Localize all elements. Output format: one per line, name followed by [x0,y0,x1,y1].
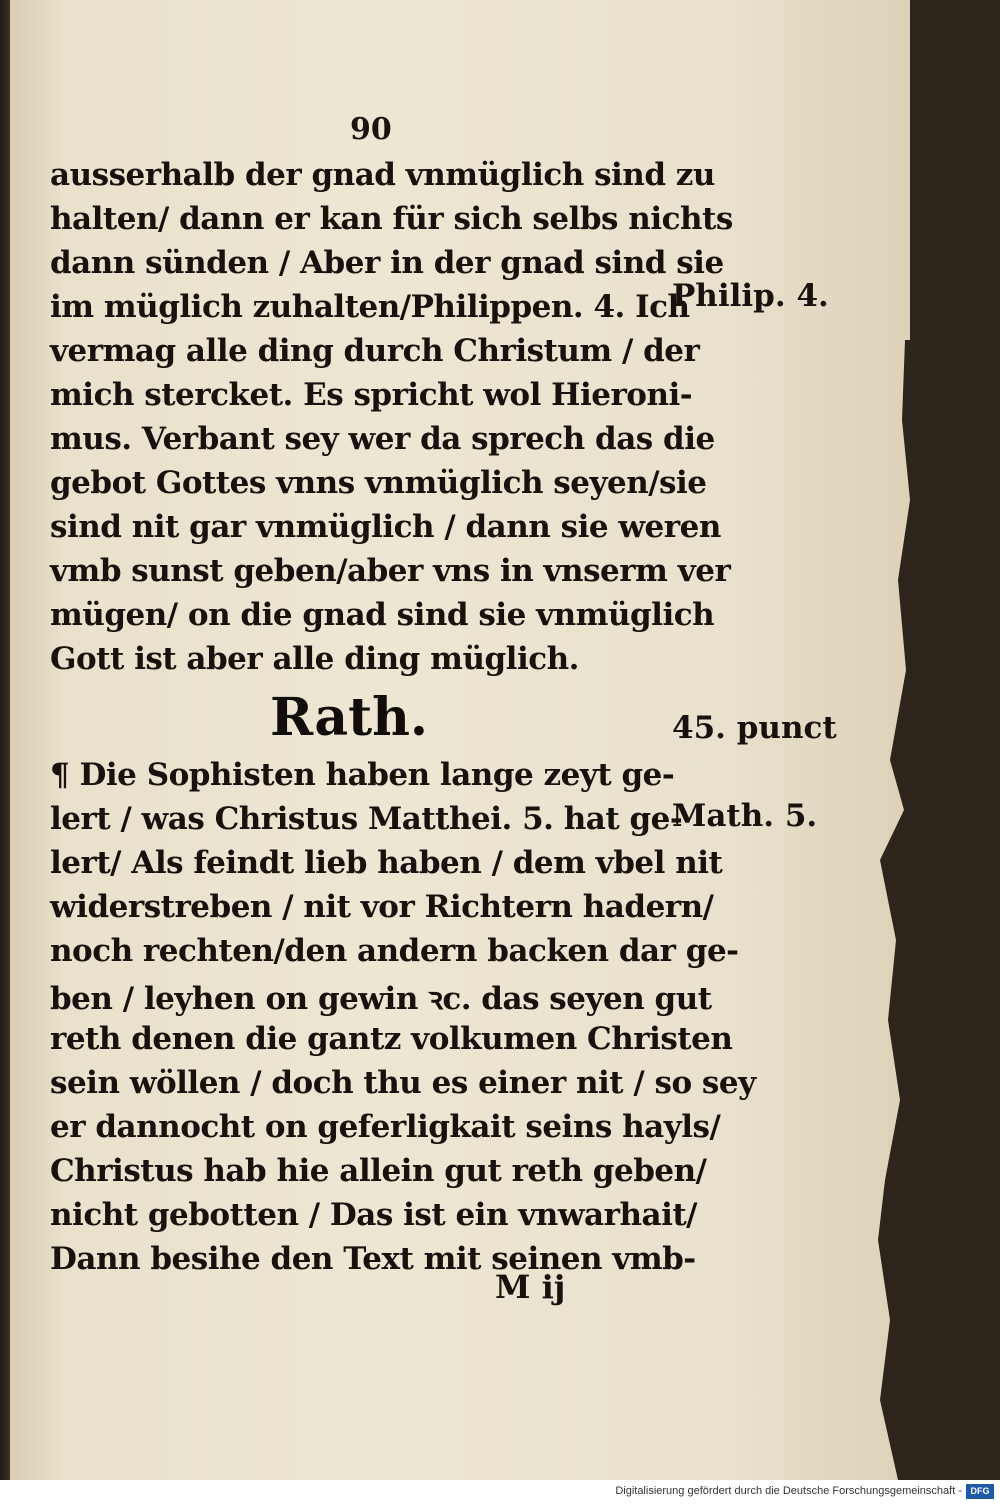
text-line: er dannocht on geferligkait seins hayls/ [50,1109,721,1145]
text-line: Christus hab hie allein gut reth geben/ [50,1153,707,1189]
text-line: lert/ Als feindt lieb haben / dem vbel nit [50,845,723,881]
footer-credit: Digitalisierung gefördert durch die Deutsche Forschungsgemeinschaft - [615,1485,962,1497]
text-line: ausserhalb der gnad vnmüglich sind zu [50,157,715,193]
text-line: vmb sunst geben/aber vns in vnserm ver [50,553,731,589]
text-line: ben / leyhen on gewin ꝛc. das seyen gut [50,981,712,1017]
text-line: noch rechten/den andern backen dar ge- [50,933,739,969]
text-line: ¶ Die Sophisten haben lange zeyt ge- [50,757,675,793]
section-heading: Rath. [270,687,429,748]
dfg-logo-icon: DFG [966,1484,994,1499]
margin-note-math: Math. 5. [672,798,818,834]
margin-note-philip: Philip. 4. [672,278,829,314]
book-page [10,0,910,1480]
page-number: 90 [350,112,392,147]
text-line: lert / was Christus Matthei. 5. hat ge- [50,801,683,837]
text-line: vermag alle ding durch Christum / der [50,333,700,369]
text-line: mus. Verbant sey wer da sprech das die [50,421,715,457]
text-line: widerstreben / nit vor Richtern hadern/ [50,889,714,925]
text-line: mügen/ on die gnad sind sie vnmüglich [50,597,715,633]
text-line: Gott ist aber alle ding müglich. [50,641,579,677]
text-line: halten/ dann er kan für sich selbs nichts [50,201,733,237]
footer-bar [0,1480,1000,1505]
text-line: sind nit gar vnmüglich / dann sie weren [50,509,721,545]
text-line: Dann besihe den Text mit seinen vmb- [50,1241,696,1277]
text-line: reth denen die gantz volkumen Christen [50,1021,733,1057]
text-line: dann sünden / Aber in der gnad sind sie [50,245,724,281]
margin-note-punct: 45. punct [672,710,837,746]
text-line: gebot Gottes vnns vnmüglich seyen/sie [50,465,707,501]
text-line: sein wöllen / doch thu es einer nit / so sey [50,1065,756,1101]
text-line: mich stercket. Es spricht wol Hieroni- [50,377,693,413]
torn-page-edge [860,340,940,1480]
text-line: im müglich zuhalten/Philippen. 4. Ich [50,289,690,325]
signature-mark: M ij [495,1268,566,1306]
text-line: nicht gebotten / Das ist ein vnwarhait/ [50,1197,697,1233]
